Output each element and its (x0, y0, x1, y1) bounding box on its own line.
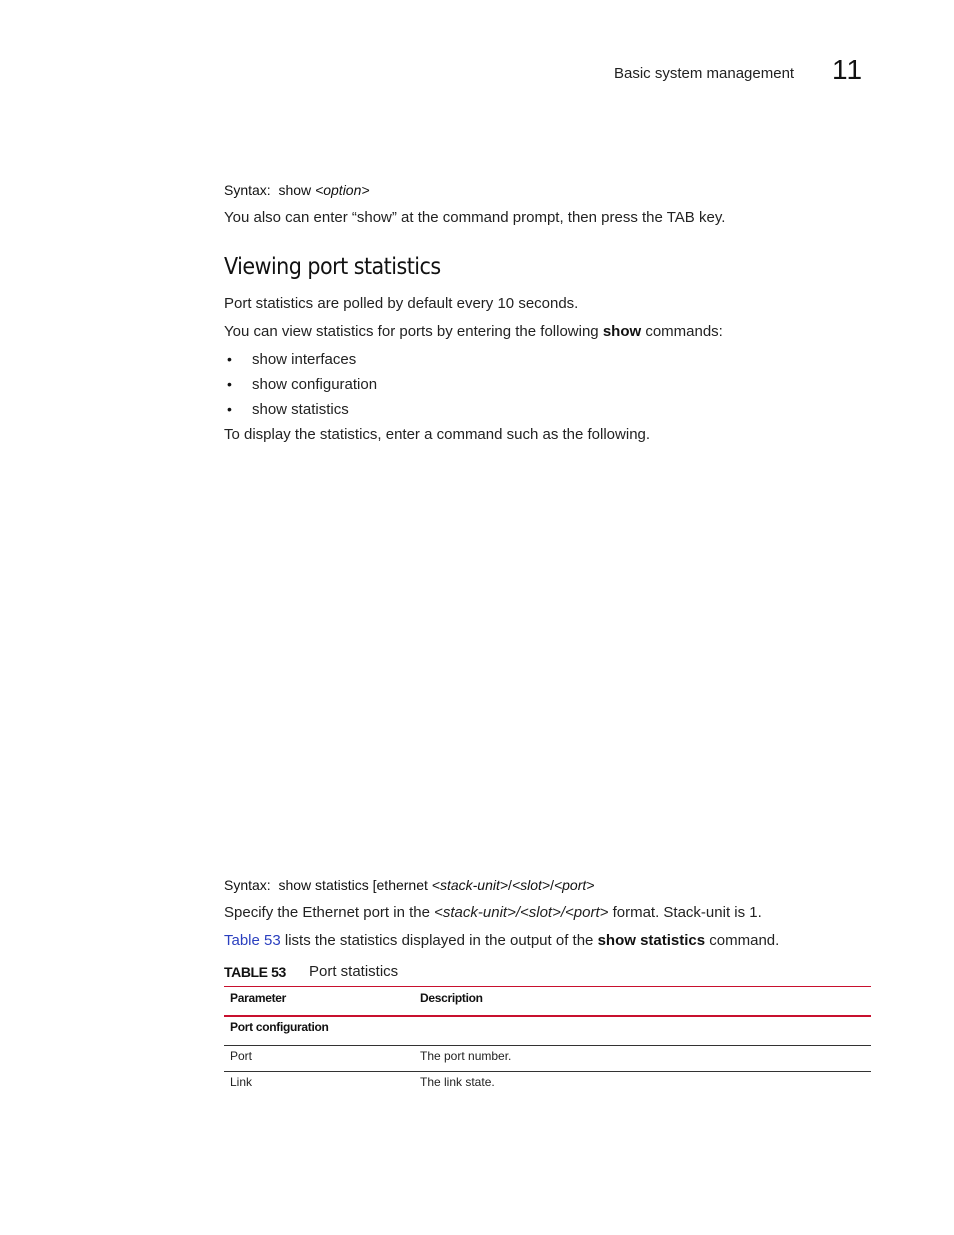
syntax-command: show (278, 182, 312, 198)
table-caption-text: Port statistics (309, 963, 399, 980)
syntax-stack-unit: <stack-unit> (431, 877, 509, 893)
syntax-keyword-ethernet: ethernet (376, 877, 428, 893)
running-header-title: Basic system management (614, 65, 795, 82)
bullet-item: show configuration (252, 376, 378, 393)
para-table-reference (224, 932, 779, 949)
syntax-port: <port> (553, 877, 595, 893)
para-view-cmd: show (602, 323, 642, 340)
table-header-description: Description (420, 991, 483, 1005)
table-cell-description: The port number. (420, 1049, 512, 1063)
para-tab-key: You also can enter “show” at the command prompt, then press the TAB key. (224, 209, 726, 226)
table-row-divider (224, 1071, 871, 1072)
para-view-commands (224, 323, 723, 340)
table-cell-parameter: Link (230, 1075, 253, 1089)
para-specify-format: <stack-unit>/<slot>/<port> (434, 904, 609, 921)
table-cell-description: The link state. (420, 1075, 495, 1089)
section-heading: Viewing port statistics (224, 254, 441, 280)
para-table-ref-after: command. (705, 932, 780, 949)
para-table-ref-cmd: show statistics (597, 932, 706, 949)
syntax-slot: <slot> (511, 877, 551, 893)
bullet-item: show statistics (252, 401, 349, 418)
table-row-divider (224, 1045, 871, 1046)
bullet-dot-icon: • (227, 351, 232, 367)
table-group-heading: Port configuration (230, 1020, 329, 1034)
bullet-dot-icon: • (227, 376, 232, 392)
para-view-before: You can view statistics for ports by entering the following (224, 323, 603, 340)
table-53-link[interactable]: Table 53 (224, 932, 281, 949)
syntax-option: <option> (315, 182, 370, 198)
para-polled: Port statistics are polled by default every 10 seconds. (224, 295, 579, 312)
syntax-command: show statistics (278, 877, 369, 893)
table-header-rule (224, 1015, 871, 1017)
table-top-rule (224, 986, 871, 987)
table-cell-parameter: Port (230, 1049, 253, 1063)
syntax-bracket: [ (372, 877, 377, 893)
table-caption-label: TABLE 53 (224, 964, 286, 980)
syntax-label: Syntax: (224, 182, 271, 198)
table-header-parameter: Parameter (230, 991, 287, 1005)
para-specify-port (224, 904, 762, 921)
bullet-item: show interfaces (252, 351, 357, 368)
syntax-label: Syntax: (224, 877, 271, 893)
bullet-dot-icon: • (227, 401, 232, 417)
syntax-show-statistics (224, 877, 594, 893)
syntax-slash: / (550, 877, 554, 893)
syntax-show-option (224, 182, 370, 198)
chapter-number: 11 (832, 54, 864, 85)
syntax-slash: / (508, 877, 512, 893)
para-specify-after: format. Stack-unit is 1. (608, 904, 762, 921)
para-table-ref-middle: lists the statistics displayed in the output of the (280, 932, 598, 949)
para-specify-before: Specify the Ethernet port in the (224, 904, 435, 921)
para-display: To display the statistics, enter a command such as the following. (224, 426, 651, 443)
para-view-after: commands: (641, 323, 723, 340)
